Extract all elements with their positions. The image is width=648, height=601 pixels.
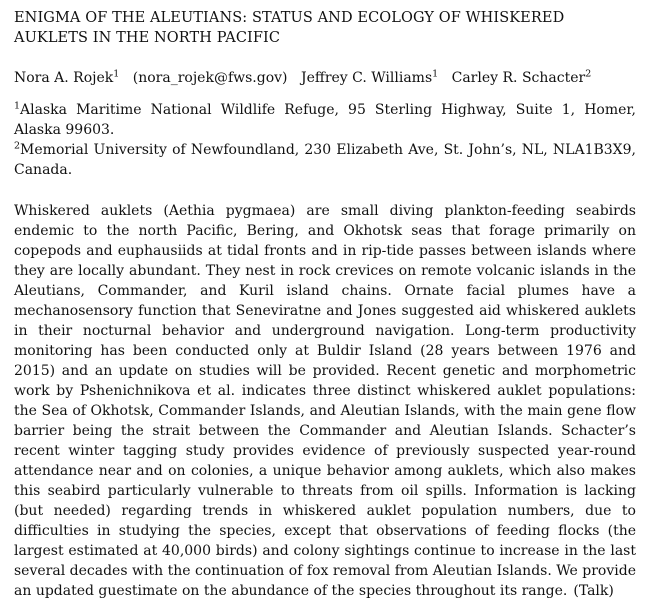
- author-1: [14, 70, 119, 86]
- author-1-affil-marker: 1: [113, 68, 120, 80]
- author-3-affil-marker: 2: [585, 68, 592, 80]
- affiliation-1: [14, 100, 636, 140]
- affiliation-2-marker: 2: [14, 140, 21, 152]
- author-3: [452, 70, 592, 86]
- author-1-email: (nora_rojek@fws.gov): [132, 70, 288, 86]
- affiliation-2: [14, 140, 636, 180]
- author-2-name: Jeffrey C. Williams: [300, 70, 433, 86]
- author-2: [301, 70, 438, 86]
- affiliation-2-text: Memorial University of Newfoundland, 230 Elizabeth Ave, St. John’s, NL, NLA1B3X9, Canada.: [14, 142, 636, 178]
- author-3-name: Carley R. Schacter: [451, 70, 586, 86]
- affiliation-1-marker: 1: [14, 100, 21, 112]
- presentation-type-label: (Talk): [573, 583, 614, 599]
- author-1-name: Nora A. Rojek: [14, 70, 114, 86]
- abstract-body: [14, 201, 636, 601]
- author-2-affil-marker: 1: [432, 68, 439, 80]
- abstract-page: [14, 8, 636, 601]
- paper-title: ENIGMA OF THE ALEUTIANS: STATUS AND ECOLOGY OF WHISKERED AUKLETS IN THE NORTH PACIFIC: [14, 10, 565, 46]
- affiliation-1-text: Alaska Maritime National Wildlife Refuge, 95 Sterling Highway, Suite 1, Homer, Alaska 99603.: [14, 102, 636, 138]
- author-list: [14, 68, 636, 88]
- affiliation-list: [14, 100, 636, 180]
- abstract-text: Whiskered auklets (Aethia pygmaea) are small diving plankton-feeding seabirds endemic to the north Pacific, Bering, and Okhotsk seas that forage primarily on copepods and euphausiids at tidal fronts and in rip-tide passes between islands where they are locally abundant. They nest in rock crevices on remote volcanic islands in the Aleutians, Commander, and Kuril island chains. Ornate facial plumes have a mechanosensory function that Seneviratne and Jones suggested aid whiskered auklets in their nocturnal behavior and underground navigation. Long-term productivity monitoring has been conducted only at Buldir Island (28 years between 1976 and 2015) and an update on studies will be provided. Recent genetic and morphometric work by Pshenichnikova et al. indicates three distinct whiskered auklet populations: the Sea of Okhotsk, Commander Islands, and Aleutian Islands, with the main gene flow barrier being the strait between the Commander and Aleutian Islands. Schacter’s recent winter tagging study provides evidence of previously suspected year-round attendance near and on colonies, a unique behavior among auklets, which also makes this seabird particularly vulnerable to threats from oil spills. Information is lacking (but needed) regarding trends in whiskered auklet population numbers, due to difficulties in studying the species, except that observations of feeding flocks (the largest estimated at 40,000 birds) and colony sightings continue to increase in the last several decades with the continuation of fox removal from Aleutian Islands. We provide an updated guestimate on the abundance of the species throughout its range.: [14, 203, 636, 599]
